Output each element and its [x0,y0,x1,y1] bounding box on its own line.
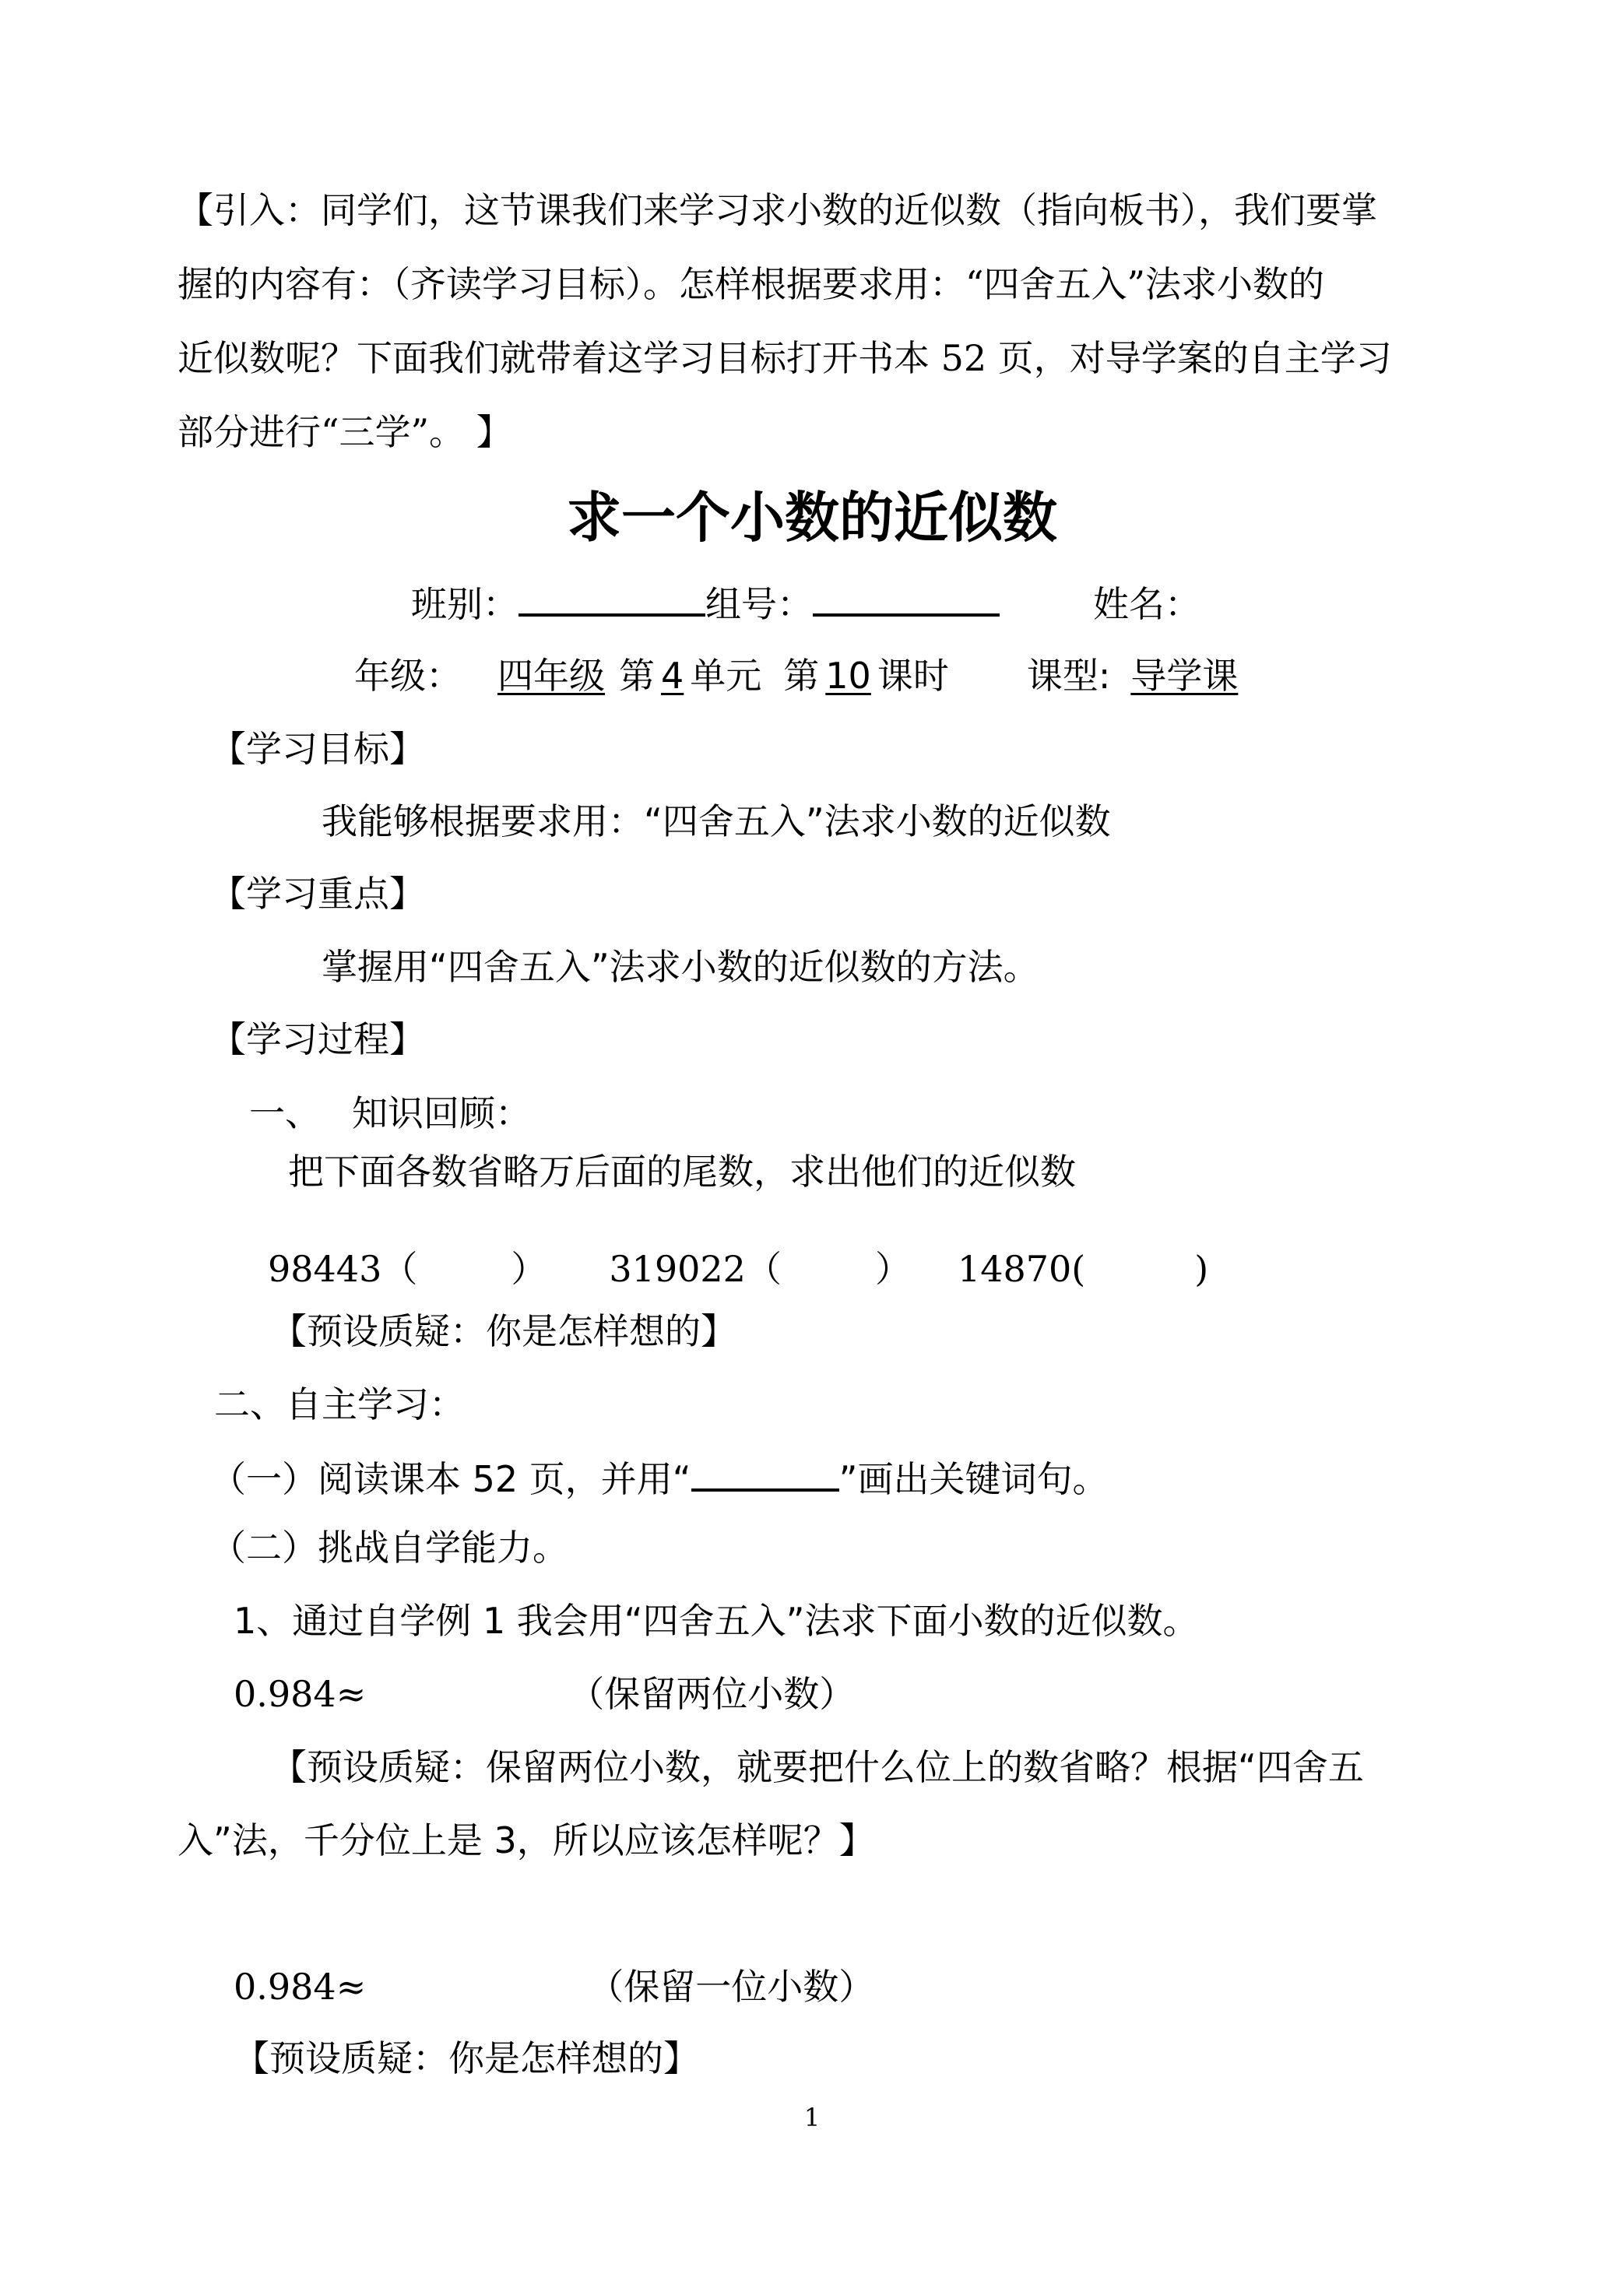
unit-suffix: 单元 [690,655,762,697]
grade-value: 四年级 [497,655,605,697]
type-value: 导学课 [1130,655,1239,697]
group-blank[interactable] [813,578,1000,617]
key-points-text: 掌握用“四舍五入”法求小数的近似数的方法。 [322,946,1039,988]
step1-blank[interactable] [691,1453,839,1492]
review-item-3-open: ( [1071,1248,1086,1290]
review-items [268,1246,1208,1292]
review-item-1-number: 98443 [268,1248,382,1290]
info-line-2 [354,652,1274,699]
exercise-1-question-line-1: 【预设质疑：保留两位小数，就要把什么位上的数省略？根据“四舍五 [271,1746,1364,1788]
self-study-heading: 二、自主学习： [214,1383,465,1425]
page-title: 求一个小数的近似数 [567,486,1057,550]
key-points-heading: 【学习重点】 [210,873,425,915]
objectives-text: 我能够根据要求用：“四舍五入”法求小数的近似数 [322,800,1111,842]
review-item-2-number: 319022 [609,1248,746,1290]
exercise-1 [234,1671,855,1717]
exercise-1-value: 0.984≈ [234,1673,367,1715]
info-line-1 [411,578,1200,624]
review-item-1-open: （ [381,1248,418,1290]
unit-value: 4 [661,655,684,697]
exercise-2 [234,1963,874,2010]
review-item-2-close: ） [874,1248,911,1290]
review-instruction: 把下面各数省略万后面的尾数，求出他们的近似数 [288,1151,1076,1193]
exercise-1-question-line-2: 入”法，千分位上是 3，所以应该怎样呢？】 [178,1819,875,1861]
type-label: 课型: [1026,655,1111,697]
lesson-value: 10 [825,655,871,697]
review-question: 【预设质疑：你是怎样想的】 [271,1310,736,1352]
intro-line-2: 握的内容有：（齐读学习目标）。怎样根据要求用：“四舍五入”法求小数的 [178,263,1325,305]
review-item-1-close: ） [511,1248,547,1290]
process-heading: 【学习过程】 [210,1018,425,1060]
intro-line-1: 【引入：同学们，这节课我们来学习求小数的近似数（指向板书），我们要掌 [178,189,1377,231]
objectives-heading: 【学习目标】 [210,728,425,770]
page-number: 1 [803,2103,821,2132]
lesson-prefix: 第 [783,655,820,697]
review-heading [249,1090,531,1137]
task-1: 1、通过自学例 1 我会用“四舍五入”法求下面小数的近似数。 [234,1600,1199,1642]
review-heading-text: 知识回顾： [352,1092,531,1134]
intro-line-3: 近似数呢？下面我们就带着这学习目标打开书本 52 页，对导学案的自主学习 [178,337,1392,379]
review-item-3-close: ) [1194,1248,1209,1290]
exercise-1-note: （保留两位小数） [568,1673,856,1715]
unit-prefix: 第 [619,655,655,697]
exercise-2-value: 0.984≈ [234,1966,367,2008]
exercise-2-question: 【预设质疑：你是怎样想的】 [234,2037,699,2079]
class-label: 班别： [411,583,518,625]
review-heading-num: 一、 [249,1092,321,1134]
self-study-step-1 [210,1453,1108,1499]
class-blank[interactable] [518,578,705,617]
name-label: 姓名： [1093,583,1200,625]
intro-line-4: 部分进行“三学”。 】 [178,411,512,453]
step1-before: （一）阅读课本 52 页，并用“ [210,1458,691,1500]
exercise-2-note: （保留一位小数） [588,1966,875,2008]
grade-label: 年级： [354,655,462,697]
lesson-suffix: 课时 [877,655,949,697]
step1-after: ”画出关键词句。 [838,1458,1109,1500]
group-label: 组号： [705,583,813,625]
review-item-2-open: （ [745,1248,782,1290]
review-item-3-number: 14870 [957,1248,1072,1290]
self-study-step-2: （二）挑战自学能力。 [210,1527,568,1569]
